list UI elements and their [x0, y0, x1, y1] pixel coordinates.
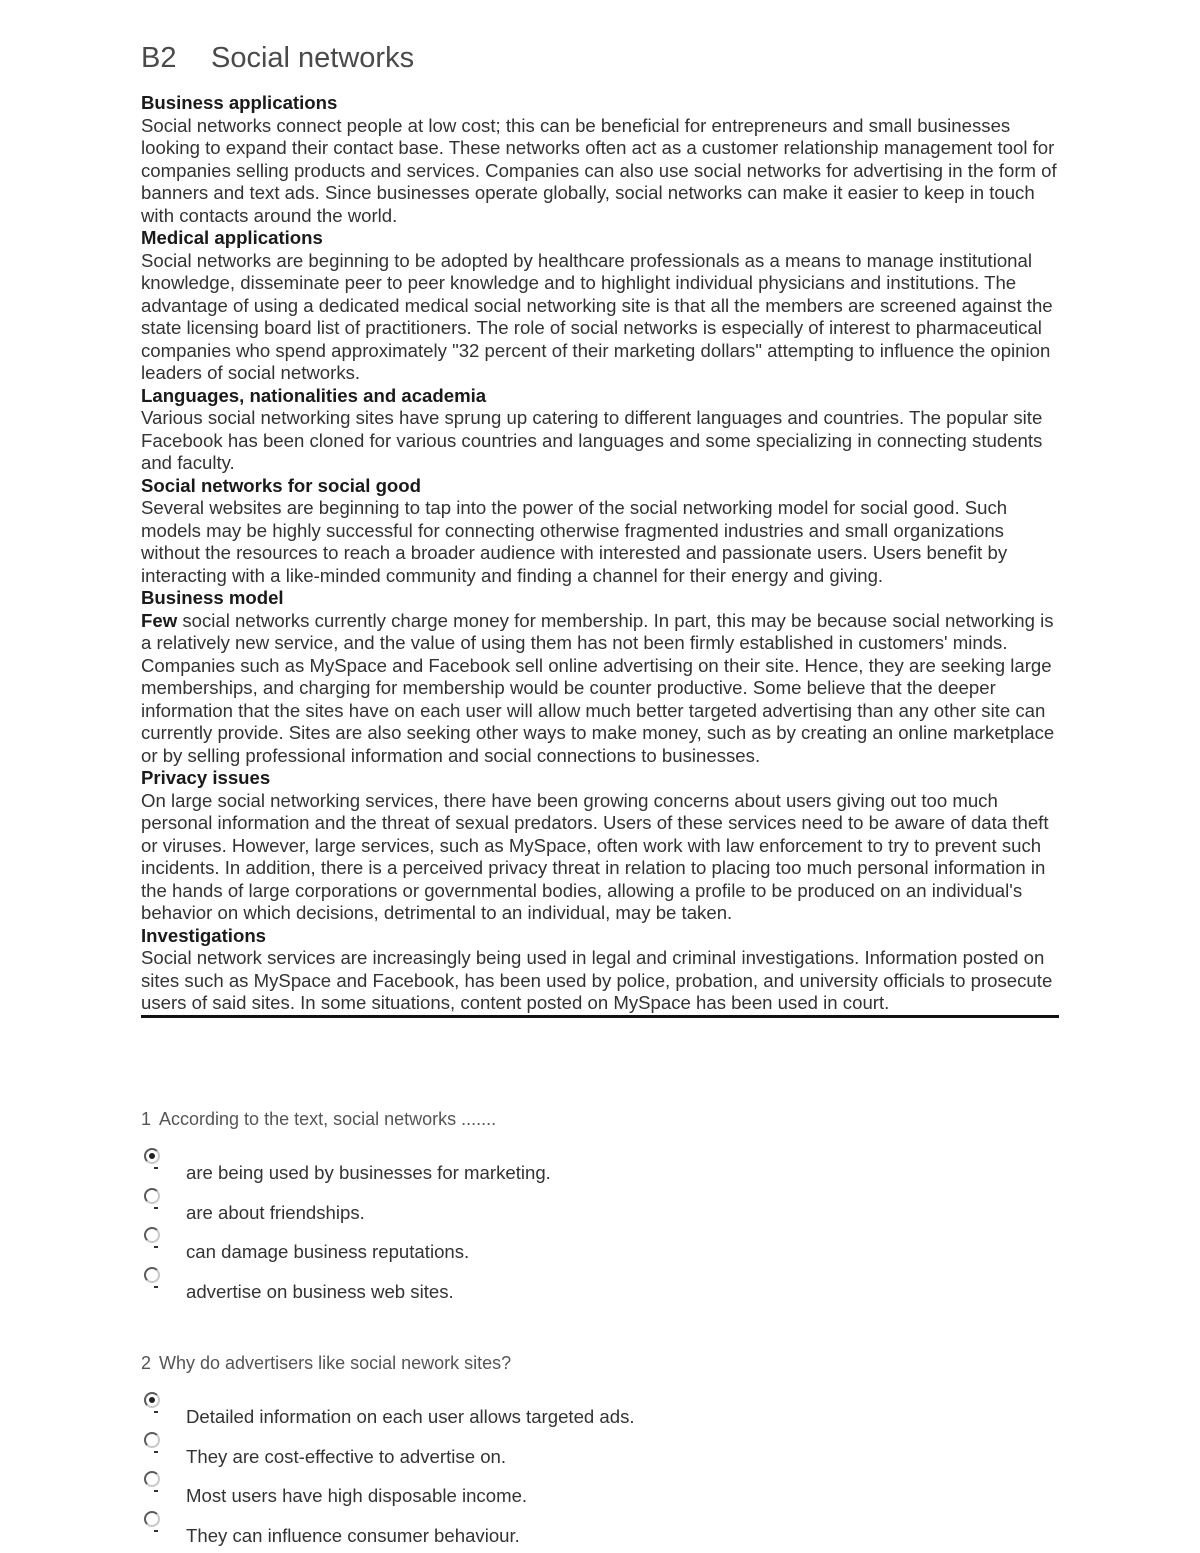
unit-title: Social networks	[211, 42, 415, 74]
radio-shadow-icon	[154, 1207, 158, 1209]
radio-button-selected[interactable]	[144, 1148, 160, 1164]
section-investigations	[141, 925, 1059, 1015]
section-paragraph: On large social networking services, there have been growing concerns about users giving out too much personal information and the threat of sexual predators. Users of these services need to be aware of data theft or viruses. However, large services, such as MySpace, often work with law enforcement to try to prevent such incidents. In addition, there is a perceived privacy threat in relation to placing too much personal information in the hands of large corporations or governmental bodies, allowing a profile to be produced on an individual's behavior on which decisions, detrimental to an individual, may be taken.	[141, 789, 1049, 923]
section-paragraph: Social networks connect people at low cost; this can be beneficial for entrepreneurs and small businesses looking to expand their contact base. These networks often act as a customer relationship management tool for companies selling products and services. Companies can also use social networks for advertising in the form of banners and text ads. Since businesses operate globally, social networks can make it easier to keep in touch with contacts around the world.	[141, 114, 1057, 226]
radio-shadow-icon	[154, 1246, 158, 1248]
section-heading: Business applications	[141, 92, 338, 113]
answer-label[interactable]: Detailed information on each user allows targeted ads.	[186, 1406, 635, 1427]
section-social-good	[141, 475, 1059, 588]
question-1	[141, 1107, 1041, 1306]
answer-option[interactable]	[141, 1188, 1041, 1228]
section-business-model	[141, 587, 1059, 767]
answer-option[interactable]	[141, 1471, 1041, 1511]
radio-shadow-icon	[154, 1411, 158, 1413]
section-paragraph: Social networks are beginning to be adopted by healthcare professionals as a means to manage institutional knowledge, disseminate peer to peer knowledge and to highlight individual physicians and institutions. The advantage of using a dedicated medical social networking site is that all the members are screened against the state licensing board list of practitioners. The role of social networks is especially of interest to pharmaceutical companies who spend approximately "32 percent of their marketing dollars" attempting to influence the opinion leaders of social networks.	[141, 249, 1053, 383]
section-privacy-issues	[141, 767, 1059, 925]
question-prompt	[141, 1351, 1041, 1375]
radio-button[interactable]	[144, 1188, 160, 1204]
radio-shadow-icon	[154, 1167, 158, 1169]
radio-shadow-icon	[154, 1286, 158, 1288]
question-2	[141, 1351, 1041, 1550]
answer-label[interactable]: are being used by businesses for marketing.	[186, 1162, 551, 1183]
section-heading: Medical applications	[141, 227, 323, 248]
radio-button[interactable]	[144, 1227, 160, 1243]
section-heading: Privacy issues	[141, 767, 271, 788]
question-number: 1	[141, 1109, 152, 1129]
section-heading: Investigations	[141, 924, 267, 946]
question-text: Why do advertisers like social nework sites?	[159, 1353, 512, 1373]
answer-option[interactable]	[141, 1227, 1041, 1267]
answer-option[interactable]	[141, 1432, 1041, 1472]
radio-shadow-icon	[154, 1530, 158, 1532]
answer-option[interactable]	[141, 1392, 1041, 1432]
unit-code: B2	[141, 42, 177, 74]
answer-option[interactable]	[141, 1267, 1041, 1307]
radio-button-selected[interactable]	[144, 1392, 160, 1408]
section-heading: Social networks for social good	[141, 474, 421, 496]
answer-label[interactable]: They are cost-effective to advertise on.	[186, 1445, 507, 1467]
radio-dot-icon	[149, 1153, 155, 1159]
answer-option[interactable]	[141, 1148, 1041, 1188]
answer-option[interactable]	[141, 1511, 1041, 1551]
radio-button[interactable]	[144, 1471, 160, 1487]
section-heading: Languages, nationalities and academia	[141, 384, 487, 406]
section-business-applications	[141, 92, 1059, 227]
question-text: According to the text, social networks .......	[159, 1109, 497, 1129]
question-prompt	[141, 1107, 1041, 1131]
answer-label[interactable]: are about friendships.	[186, 1201, 365, 1223]
answer-label[interactable]: Most users have high disposable income.	[186, 1485, 528, 1506]
paragraph-text: social networks currently charge money for membership. In part, this may be because social networking is a relatively new service, and the value of using them has not been firmly established in customers' minds. Companies such as MySpace and Facebook sell online advertising on their site. Hence, they are seeking large memberships, and charging for membership would be counter productive. Some believe that the deeper information that the sites have on each user will allow much better targeted advertising than any other site can currently provide. Sites are also seeking other ways to make money, such as by creating an online marketplace or by selling professional information and social connections to businesses.	[141, 609, 1055, 766]
radio-button[interactable]	[144, 1511, 160, 1527]
paragraph-lead-word: Few	[141, 609, 178, 631]
answer-label[interactable]: can damage business reputations.	[186, 1241, 470, 1262]
section-heading: Business model	[141, 587, 284, 608]
section-paragraph: Social network services are increasingly being used in legal and criminal investigations. Information posted on sites such as MySpace and Facebook, has been used by police, probation, and university officials to prosecute users of said sites. In some situations, content posted on MySpace has been used in court.	[141, 947, 1053, 1013]
section-languages	[141, 385, 1059, 475]
answer-label[interactable]: They can influence consumer behaviour.	[186, 1524, 520, 1546]
radio-shadow-icon	[154, 1490, 158, 1492]
radio-shadow-icon	[154, 1451, 158, 1453]
question-number: 2	[141, 1353, 152, 1373]
section-paragraph	[141, 610, 1059, 768]
radio-button[interactable]	[144, 1267, 160, 1283]
section-paragraph: Various social networking sites have sprung up catering to different languages and countries. The popular site Facebook has been cloned for various countries and languages and some specializing in connecting students and faculty.	[141, 407, 1043, 473]
section-paragraph: Several websites are beginning to tap into the power of the social networking model for social good. Such models may be highly successful for connecting otherwise fragmented industries and small organizations without the resources to reach a broader audience with interested and passionate users. Users benefit by interacting with a like-minded community and finding a channel for their energy and giving.	[141, 497, 1008, 586]
reading-text	[141, 92, 1059, 1018]
radio-button[interactable]	[144, 1432, 160, 1448]
answer-label[interactable]: advertise on business web sites.	[186, 1280, 454, 1302]
document-page	[141, 40, 1059, 1018]
page-title	[141, 40, 1059, 76]
section-medical-applications	[141, 227, 1059, 385]
radio-dot-icon	[149, 1397, 155, 1403]
